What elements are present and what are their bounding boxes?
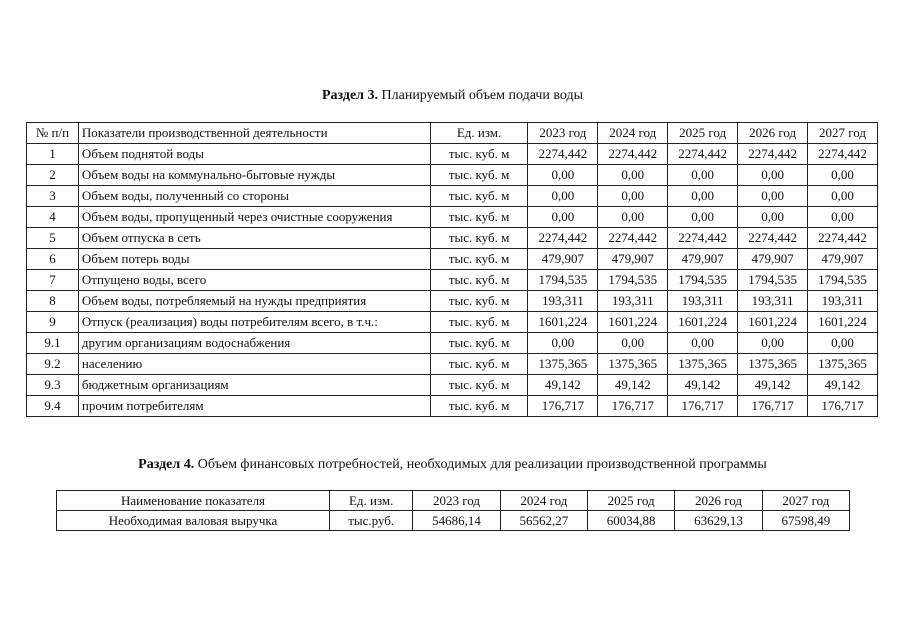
header-cell: 2026 год <box>738 123 808 144</box>
value-cell: 193,311 <box>808 291 878 312</box>
value-cell: 2274,442 <box>738 228 808 249</box>
value-cell: 2274,442 <box>528 144 598 165</box>
value-cell: 176,717 <box>808 396 878 417</box>
unit-cell: тыс. куб. м <box>430 396 528 417</box>
unit-cell: тыс.руб. <box>330 511 413 531</box>
row-number-cell: 6 <box>27 249 79 270</box>
value-cell: 2274,442 <box>808 228 878 249</box>
row-number-cell: 9.1 <box>27 333 79 354</box>
value-cell: 0,00 <box>738 165 808 186</box>
row-number-cell: 1 <box>27 144 79 165</box>
table-header-row <box>57 491 850 511</box>
unit-cell: тыс. куб. м <box>430 228 528 249</box>
indicator-cell: Объем воды, пропущенный через очистные сооружения <box>78 207 430 228</box>
indicator-cell: населению <box>78 354 430 375</box>
value-cell: 193,311 <box>738 291 808 312</box>
value-cell: 2274,442 <box>598 144 668 165</box>
indicator-cell: Объем воды, потребляемый на нужды предприятия <box>78 291 430 312</box>
indicator-cell: Необходимая валовая выручка <box>57 511 330 531</box>
unit-cell: тыс. куб. м <box>430 333 528 354</box>
section3-title-rest: Планируемый объем подачи воды <box>378 88 584 103</box>
section3-title-bold: Раздел 3. <box>321 88 379 103</box>
indicator-cell: Отпущено воды, всего <box>78 270 430 291</box>
indicator-cell: другим организациям водоснабжения <box>78 333 430 354</box>
value-cell: 479,907 <box>668 249 738 270</box>
value-cell: 67598,49 <box>762 511 849 531</box>
value-cell: 1794,535 <box>808 270 878 291</box>
value-cell: 49,142 <box>738 375 808 396</box>
table-row <box>27 354 878 375</box>
value-cell: 0,00 <box>808 207 878 228</box>
row-number-cell: 9.4 <box>27 396 79 417</box>
value-cell: 1794,535 <box>668 270 738 291</box>
value-cell: 0,00 <box>528 207 598 228</box>
value-cell: 0,00 <box>528 186 598 207</box>
value-cell: 1601,224 <box>528 312 598 333</box>
header-cell: 2023 год <box>528 123 598 144</box>
value-cell: 0,00 <box>668 207 738 228</box>
unit-cell: тыс. куб. м <box>430 186 528 207</box>
value-cell: 176,717 <box>598 396 668 417</box>
value-cell: 0,00 <box>528 165 598 186</box>
value-cell: 1375,365 <box>738 354 808 375</box>
value-cell: 193,311 <box>598 291 668 312</box>
value-cell: 1601,224 <box>738 312 808 333</box>
row-number-cell: 5 <box>27 228 79 249</box>
unit-cell: тыс. куб. м <box>430 249 528 270</box>
row-number-cell: 3 <box>27 186 79 207</box>
indicator-cell: Объем поднятой воды <box>78 144 430 165</box>
table-row <box>57 511 850 531</box>
value-cell: 193,311 <box>668 291 738 312</box>
value-cell: 2274,442 <box>668 228 738 249</box>
header-cell: Ед. изм. <box>430 123 528 144</box>
header-cell: 2026 год <box>675 491 762 511</box>
value-cell: 1375,365 <box>808 354 878 375</box>
unit-cell: тыс. куб. м <box>430 207 528 228</box>
value-cell: 2274,442 <box>808 144 878 165</box>
row-number-cell: 4 <box>27 207 79 228</box>
value-cell: 2274,442 <box>668 144 738 165</box>
value-cell: 0,00 <box>598 207 668 228</box>
value-cell: 60034,88 <box>588 511 675 531</box>
value-cell: 1794,535 <box>738 270 808 291</box>
table-row <box>27 228 878 249</box>
unit-cell: тыс. куб. м <box>430 312 528 333</box>
indicator-cell: Отпуск (реализация) воды потребителям всего, в т.ч.: <box>78 312 430 333</box>
row-number-cell: 2 <box>27 165 79 186</box>
value-cell: 1794,535 <box>528 270 598 291</box>
value-cell: 0,00 <box>668 186 738 207</box>
water-supply-table <box>26 122 878 417</box>
table-row <box>27 333 878 354</box>
value-cell: 2274,442 <box>738 144 808 165</box>
value-cell: 0,00 <box>808 186 878 207</box>
unit-cell: тыс. куб. м <box>430 354 528 375</box>
value-cell: 1375,365 <box>528 354 598 375</box>
value-cell: 56562,27 <box>500 511 587 531</box>
table-row <box>27 249 878 270</box>
value-cell: 1601,224 <box>808 312 878 333</box>
value-cell: 0,00 <box>598 333 668 354</box>
table-row <box>27 270 878 291</box>
value-cell: 49,142 <box>528 375 598 396</box>
table-row <box>27 144 878 165</box>
value-cell: 0,00 <box>738 333 808 354</box>
header-cell: 2023 год <box>413 491 500 511</box>
value-cell: 479,907 <box>738 249 808 270</box>
value-cell: 1794,535 <box>598 270 668 291</box>
value-cell: 479,907 <box>598 249 668 270</box>
indicator-cell: Объем воды, полученный со стороны <box>78 186 430 207</box>
value-cell: 1375,365 <box>598 354 668 375</box>
value-cell: 193,311 <box>528 291 598 312</box>
value-cell: 63629,13 <box>675 511 762 531</box>
value-cell: 176,717 <box>738 396 808 417</box>
table-row <box>27 396 878 417</box>
header-cell: 2024 год <box>598 123 668 144</box>
unit-cell: тыс. куб. м <box>430 291 528 312</box>
value-cell: 479,907 <box>808 249 878 270</box>
header-cell: 2024 год <box>500 491 587 511</box>
row-number-cell: 9 <box>27 312 79 333</box>
section3-heading <box>0 88 905 104</box>
row-number-cell: 9.3 <box>27 375 79 396</box>
header-cell: 2025 год <box>668 123 738 144</box>
header-cell: Ед. изм. <box>330 491 413 511</box>
indicator-cell: Объем отпуска в сеть <box>78 228 430 249</box>
table-row <box>27 375 878 396</box>
value-cell: 49,142 <box>808 375 878 396</box>
value-cell: 0,00 <box>808 165 878 186</box>
value-cell: 0,00 <box>738 207 808 228</box>
value-cell: 49,142 <box>668 375 738 396</box>
value-cell: 0,00 <box>598 186 668 207</box>
value-cell: 0,00 <box>668 165 738 186</box>
indicator-cell: прочим потребителям <box>78 396 430 417</box>
value-cell: 176,717 <box>528 396 598 417</box>
table-header-row <box>27 123 878 144</box>
table-row <box>27 186 878 207</box>
value-cell: 1375,365 <box>668 354 738 375</box>
value-cell: 2274,442 <box>528 228 598 249</box>
section4-title-rest: Объем финансовых потребностей, необходимых для реализации производственной программы <box>194 457 767 472</box>
section4-title-bold: Раздел 4. <box>138 457 195 472</box>
header-cell: Показатели производственной деятельности <box>78 123 430 144</box>
unit-cell: тыс. куб. м <box>430 144 528 165</box>
header-cell: № п/п <box>27 123 79 144</box>
unit-cell: тыс. куб. м <box>430 165 528 186</box>
table-row <box>27 291 878 312</box>
table-row <box>27 165 878 186</box>
value-cell: 1601,224 <box>598 312 668 333</box>
unit-cell: тыс. куб. м <box>430 270 528 291</box>
header-cell: 2025 год <box>588 491 675 511</box>
indicator-cell: Объем воды на коммунально-бытовые нужды <box>78 165 430 186</box>
section4-heading <box>0 457 905 473</box>
table-row <box>27 312 878 333</box>
value-cell: 479,907 <box>528 249 598 270</box>
header-cell: 2027 год <box>808 123 878 144</box>
value-cell: 49,142 <box>598 375 668 396</box>
row-number-cell: 8 <box>27 291 79 312</box>
unit-cell: тыс. куб. м <box>430 375 528 396</box>
value-cell: 0,00 <box>528 333 598 354</box>
value-cell: 176,717 <box>668 396 738 417</box>
table-row <box>27 207 878 228</box>
indicator-cell: Объем потерь воды <box>78 249 430 270</box>
financial-needs-table <box>56 490 850 531</box>
value-cell: 0,00 <box>668 333 738 354</box>
value-cell: 0,00 <box>808 333 878 354</box>
value-cell: 0,00 <box>738 186 808 207</box>
value-cell: 1601,224 <box>668 312 738 333</box>
indicator-cell: бюджетным организациям <box>78 375 430 396</box>
value-cell: 54686,14 <box>413 511 500 531</box>
row-number-cell: 9.2 <box>27 354 79 375</box>
value-cell: 2274,442 <box>598 228 668 249</box>
header-cell: Наименование показателя <box>57 491 330 511</box>
row-number-cell: 7 <box>27 270 79 291</box>
header-cell: 2027 год <box>762 491 849 511</box>
value-cell: 0,00 <box>598 165 668 186</box>
